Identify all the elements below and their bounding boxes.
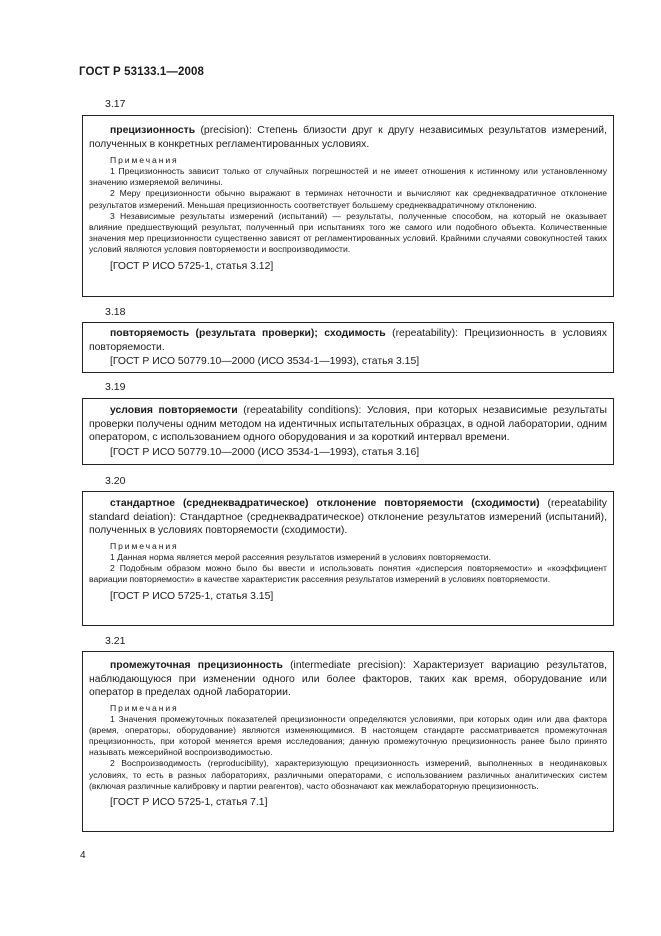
note: 2 Подобным образом можно было бы ввести и использовать понятия «дисперсия повторяемости» и «коэффициент вариации повторяемости» в качестве характеристик рассеяния результатов измерений в условиях повторяемости. — [89, 562, 607, 584]
term-reference: [ГОСТ Р ИСО 50779.10—2000 (ИСО 3534-1—1993), статья 3.15] — [110, 356, 420, 367]
note: 1 Значения промежуточных показателей прецизионности определяются условиями, при которых один или два фактора (время, операторы, оборудование) являются изменяющимися. В настоящем стандарте рассматривается промежуточная прецизионность, при которой меняется время исследования; данную промежуточную прецизионность ранее было принято называть межсерийной воспроизводимостью. — [89, 713, 607, 758]
term-definition — [89, 659, 607, 700]
notes-title: Примечания — [110, 702, 179, 713]
term-box-3-18 — [82, 322, 614, 373]
term-reference: [ГОСТ Р ИСО 50779.10—2000 (ИСО 3534-1—1993), статья 3.16] — [110, 446, 420, 458]
entry-number: 3.17 — [105, 98, 126, 110]
entry-number: 3.21 — [105, 635, 126, 647]
note: 1 Прецизионность зависит только от случайных погрешностей и не имеет отношения к истинному или установленному значению измеряемой величины. — [89, 166, 607, 188]
entry-number: 3.20 — [105, 475, 126, 487]
term-definition — [89, 404, 607, 445]
document-header: ГОСТ Р 53133.1—2008 — [79, 66, 204, 78]
definition-text: (repeatability): Прецизионность в условиях повторяемости. — [89, 328, 607, 353]
term-box-3-17 — [82, 115, 614, 297]
term-name: условия повторяемости — [110, 405, 238, 416]
note: 2 Воспроизводимость (reproducibility), характеризующую прецизионность измерений, выполненных в неодинаковых условиях, то есть в разных лабораториях, различными операторами, с использованием различных аналитических систем (включая различные калибровку и партии реагентов), часто обозначают как межлабораторную прецизионность. — [89, 758, 607, 791]
term-reference: [ГОСТ Р ИСО 5725-1, статья 3.12] — [110, 260, 274, 272]
term-box-3-19 — [82, 398, 614, 465]
term-name: прецизионность — [110, 125, 196, 136]
term-definition — [89, 497, 607, 538]
term-name: стандартное (среднеквадратическое) отклонение повторяемости (сходимости) — [110, 498, 540, 509]
definition-text: (precision): Степень близости друг к другу независимых результатов измерений, полученных в конкретных регламентированных условиях. — [89, 125, 607, 150]
term-box-3-21 — [82, 651, 614, 832]
entry-number: 3.18 — [105, 306, 126, 318]
term-reference: [ГОСТ Р ИСО 5725-1, статья 7.1] — [110, 796, 268, 808]
notes-title: Примечания — [110, 540, 179, 551]
definition-text: (repeatability standard deiation): Стандартное (среднеквадратическое) отклонение результатов измерений (испытаний), полученных в условиях повторяемости (сходимости). — [89, 498, 608, 536]
term-name: повторяемость (результата проверки); сходимость — [110, 328, 386, 339]
term-definition — [89, 124, 607, 151]
term-reference: [ГОСТ Р ИСО 5725-1, статья 3.15] — [110, 591, 274, 603]
note: 3 Независимые результаты измерений (испытаний) — результаты, полученные способом, на который не оказывает влияние предшествующий результат, полученный при испытаниях того же самого или подобного объекта. Количественные значения мер прецизионности существенно зависят от регламентированных условий. Крайними случаями совокупностей таких условий являются условия повторяемости и воспроизводимости. — [89, 210, 607, 255]
term-box-3-20 — [82, 491, 614, 626]
page-number: 4 — [80, 850, 86, 861]
definition-text: (intermediate precision): Характеризует вариацию результатов, наблюдающуюся при изменении одного или более факторов, таких как время, оборудование или оператор в пределах одной лаборатории. — [89, 660, 607, 698]
note: 2 Меру прецизионности обычно выражают в терминах неточности и вычисляют как среднеквадратичное отклонение результатов измерений. Меньшая прецизионность соответствует большему среднеквадратичному отклонению. — [89, 188, 607, 210]
note: 1 Данная норма является мерой рассеяния результатов измерений в условиях повторяемости. — [110, 551, 491, 562]
term-definition — [89, 327, 607, 354]
term-name: промежуточная прецизионность — [110, 660, 283, 671]
definition-text: (repeatability conditions): Условия, при которых независимые результаты проверки получены одним методом на идентичных испытательных образцах, в одной лаборатории, одним оператором, с использованием одного оборудования и за короткий интервал времени. — [89, 405, 607, 443]
notes-title: Примечания — [110, 155, 179, 165]
entry-number: 3.19 — [105, 381, 126, 393]
